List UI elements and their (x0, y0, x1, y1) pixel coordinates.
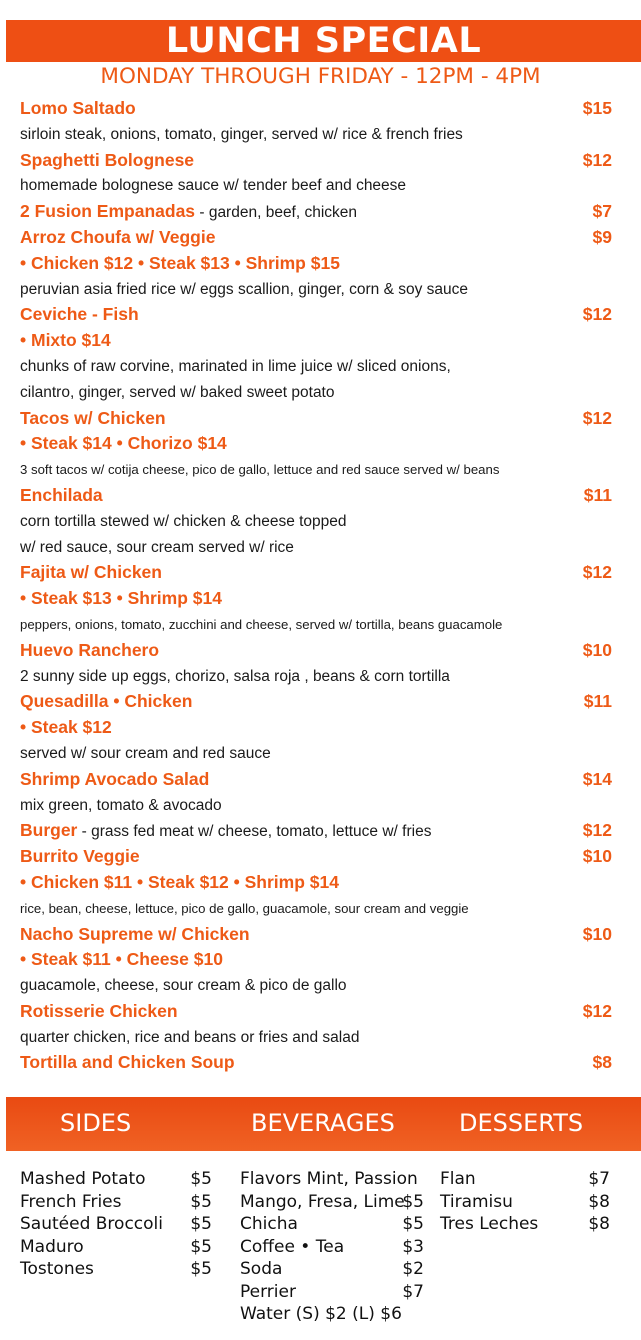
menu-item-name: Tortilla and Chicken Soup (20, 1052, 235, 1073)
menu-item-line (20, 999, 612, 1025)
menu-item-price: $12 (582, 562, 612, 583)
side-item-name: Mashed Potato (20, 1169, 146, 1189)
menu-item-options: • Mixto $14 (20, 330, 111, 351)
beverage-item-name: Soda (240, 1259, 283, 1279)
menu-item-line (20, 818, 612, 844)
menu-item-options: • Steak $14 • Chorizo $14 (20, 433, 227, 454)
menu-item-name: Rotisserie Chicken (20, 1000, 178, 1021)
beverage-item (240, 1258, 424, 1281)
menu-item-description: cilantro, ginger, served w/ baked sweet potato (20, 383, 335, 401)
beverage-item-name: Flavors Mint, Passion (240, 1169, 418, 1189)
menu-item-line (20, 1050, 612, 1076)
menu-item-description: w/ red sauce, sour cream served w/ rice (20, 538, 294, 556)
menu-item-name: Fajita w/ Chicken (20, 562, 162, 583)
side-item-price: $5 (190, 1169, 212, 1189)
dessert-item (440, 1191, 610, 1214)
menu-item-description: corn tortilla stewed w/ chicken & cheese topped (20, 512, 347, 530)
menu-item-price: $12 (582, 1000, 612, 1021)
dessert-item-price: $7 (588, 1169, 610, 1189)
menu-item-name: Nacho Supreme w/ Chicken (20, 923, 250, 944)
dessert-item (440, 1168, 610, 1191)
dessert-item-name: Tiramisu (440, 1191, 513, 1212)
menu-item-name: 2 Fusion Empanadas (20, 201, 196, 222)
side-item-name: French Fries (20, 1191, 122, 1212)
menu-item-options: • Steak $12 (20, 717, 112, 738)
menu-item-line (20, 199, 612, 225)
menu-item-name: Burrito Veggie (20, 846, 140, 867)
menu-item-name: Burger (20, 820, 78, 841)
menu-item-line (20, 302, 612, 328)
menu-title: LUNCH SPECIAL (165, 21, 482, 61)
menu-item-line (20, 922, 612, 948)
menu-item-inline-desc: - grass fed meat w/ cheese, tomato, lettuce w/ fries (77, 823, 432, 841)
desserts-list (440, 1168, 610, 1236)
menu-item-price: $12 (582, 304, 612, 325)
beverage-item (240, 1303, 424, 1326)
menu-item-inline-desc: - garden, beef, chicken (195, 204, 358, 222)
beverage-item-name: Water (S) $2 (L) $6 (240, 1304, 402, 1324)
menu-item-name: Spaghetti Bolognese (20, 149, 195, 170)
beverage-item-price: $2 (402, 1259, 424, 1279)
beverage-item-price: $3 (402, 1236, 424, 1257)
menu-item-description: 3 soft tacos w/ cotija cheese, pico de gallo, lettuce and red sauce served w/ beans (20, 462, 500, 478)
menu-item-price: $15 (582, 98, 612, 118)
menu-item-price: $10 (582, 639, 612, 660)
menu-item-description: quarter chicken, rice and beans or fries and salad (20, 1028, 360, 1046)
menu-item-price: $11 (583, 484, 612, 505)
beverages-title: BEVERAGES (251, 1109, 395, 1137)
dessert-item (440, 1213, 610, 1236)
side-item-price: $5 (190, 1236, 212, 1257)
beverage-item-name: Coffee • Tea (240, 1236, 345, 1257)
menu-item-name: Arroz Choufa w/ Veggie (20, 226, 216, 247)
beverage-item (240, 1168, 424, 1191)
menu-item-line (20, 225, 612, 251)
menu-item-line (20, 560, 612, 586)
menu-item-line (20, 483, 612, 509)
menu-item-name: Huevo Ranchero (20, 639, 160, 660)
dessert-item-price: $8 (588, 1191, 610, 1212)
menu-item-description: peppers, onions, tomato, zucchini and cheese, served w/ tortilla, beans guacamole (20, 616, 503, 632)
menu-item-name: Tacos w/ Chicken (20, 407, 166, 428)
beverage-item (240, 1191, 424, 1214)
dessert-item-name: Tres Leches (440, 1214, 539, 1234)
menu-subtitle: MONDAY THROUGH FRIDAY - 12PM - 4PM (100, 64, 541, 89)
menu-item-name: Shrimp Avocado Salad (20, 768, 210, 789)
menu-item-line (20, 96, 612, 122)
menu-item-name: Quesadilla • Chicken (20, 691, 193, 712)
lunch-special-banner (6, 20, 641, 62)
menu-item-price: $11 (583, 691, 612, 712)
sides-list (20, 1168, 212, 1281)
desserts-title: DESSERTS (459, 1109, 584, 1137)
menu-item-price: $7 (592, 201, 612, 222)
menu-item-description: served w/ sour cream and red sauce (20, 744, 271, 762)
menu-item-options: • Steak $11 • Cheese $10 (20, 949, 223, 970)
menu-item-price: $8 (592, 1052, 612, 1073)
lunch-menu-list (20, 96, 612, 1076)
menu-item-price: $12 (582, 407, 612, 428)
menu-item-name: Lomo Saltado (20, 98, 136, 118)
side-item-name: Maduro (20, 1236, 84, 1257)
dessert-item-price: $8 (588, 1214, 610, 1234)
menu-item-price: $14 (582, 768, 612, 789)
beverage-item-price: $7 (402, 1281, 424, 1302)
side-item (20, 1258, 212, 1281)
menu-item-description: rice, bean, cheese, lettuce, pico de gallo, guacamole, sour cream and veggie (20, 900, 469, 916)
beverage-item-name: Mango, Fresa, Lime (240, 1191, 405, 1212)
beverage-item (240, 1281, 424, 1304)
beverage-item-price: $5 (402, 1214, 424, 1234)
menu-item-description: peruvian asia fried rice w/ eggs scallion, ginger, corn & soy sauce (20, 280, 469, 298)
menu-item-price: $10 (582, 923, 612, 944)
menu-item-line (20, 638, 612, 664)
beverage-item-name: Chicha (240, 1214, 298, 1234)
side-item (20, 1191, 212, 1214)
side-item-price: $5 (190, 1259, 212, 1279)
menu-item-price: $10 (582, 846, 612, 867)
beverages-list (240, 1168, 424, 1326)
menu-item-line (20, 767, 612, 793)
menu-item-description: mix green, tomato & avocado (20, 796, 222, 814)
menu-item-line (20, 844, 612, 870)
menu-item-description: 2 sunny side up eggs, chorizo, salsa roja , beans & corn tortilla (20, 667, 450, 685)
menu-item-line (20, 148, 612, 174)
beverage-item-price: $5 (402, 1191, 424, 1212)
side-item (20, 1168, 212, 1191)
menu-item-price: $12 (582, 149, 612, 170)
menu-item-description: guacamole, cheese, sour cream & pico de gallo (20, 977, 347, 995)
menu-item-description: homemade bolognese sauce w/ tender beef and cheese (20, 177, 407, 195)
side-item (20, 1213, 212, 1236)
side-item (20, 1236, 212, 1259)
beverage-item (240, 1236, 424, 1259)
menu-item-name: Enchilada (20, 484, 103, 505)
menu-item-description: chunks of raw corvine, marinated in lime juice w/ sliced onions, (20, 357, 451, 375)
menu-item-line (20, 406, 612, 432)
menu-item-name: Ceviche - Fish (20, 304, 139, 325)
side-item-price: $5 (190, 1214, 212, 1234)
beverage-item-name: Perrier (240, 1281, 296, 1302)
menu-item-options: • Chicken $11 • Steak $12 • Shrimp $14 (20, 871, 339, 892)
sides-title: SIDES (60, 1109, 132, 1137)
side-item-name: Tostones (20, 1259, 94, 1279)
side-item-name: Sautéed Broccoli (20, 1214, 163, 1234)
menu-item-options: • Steak $13 • Shrimp $14 (20, 588, 222, 609)
menu-item-price: $9 (592, 226, 612, 247)
side-item-price: $5 (190, 1191, 212, 1212)
menu-item-price: $12 (582, 820, 612, 841)
menu-item-line (20, 689, 612, 715)
menu-item-options: • Chicken $12 • Steak $13 • Shrimp $15 (20, 252, 340, 273)
beverage-item (240, 1213, 424, 1236)
menu-item-description: sirloin steak, onions, tomato, ginger, served w/ rice & french fries (20, 125, 463, 143)
dessert-item-name: Flan (440, 1169, 476, 1189)
